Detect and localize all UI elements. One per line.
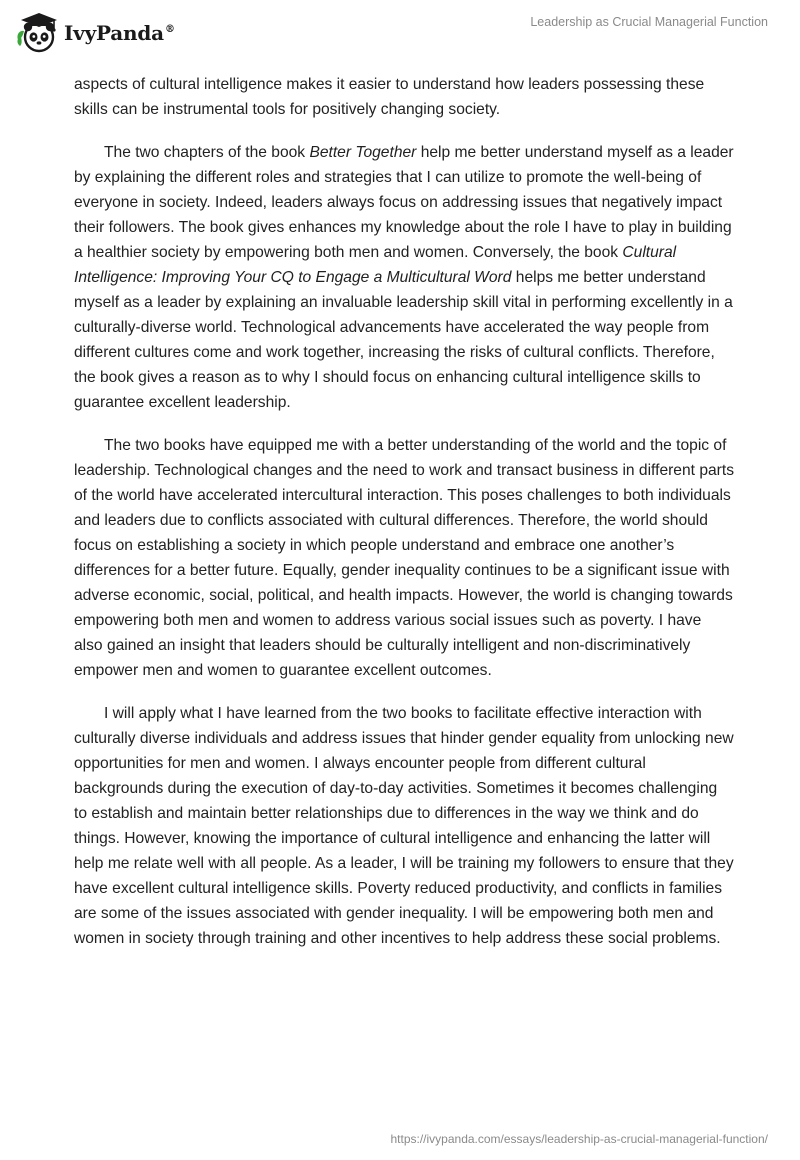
page-header bbox=[0, 0, 800, 70]
paragraph-2 bbox=[74, 140, 734, 415]
registered-mark: ® bbox=[164, 24, 175, 36]
paragraph-1: aspects of cultural intelligence makes it easier to understand how leaders possessing these skills can be instrumental tools for positively changing society. bbox=[74, 76, 705, 118]
panda-graduation-cap-icon bbox=[14, 10, 60, 56]
source-url[interactable]: https://ivypanda.com/essays/leadership-as-crucial-managerial-function/ bbox=[390, 1132, 768, 1146]
paragraph-4: I will apply what I have learned from the two books to facilitate effective interaction with culturally diverse individuals and address issues that hinder gender equality from unlocking new opportunities for men and women. I always encounter people from different cultural backgrounds during the execution of day-to-day activities. Sometimes it becomes challenging to establish and maintain better relationships due to differences in the way we think and do things. However, knowing the importance of cultural intelligence and enhancing the latter will help me relate well with all people. As a leader, I will be training my followers to ensure that they have excellent cultural intelligence skills. Poverty reduced productivity, and conflicts in families are some of the issues associated with gender inequality. I will be empowering both men and women in society through training and other incentives to help address these social problems. bbox=[74, 705, 734, 947]
paragraph-2-text-e: helps me better understand myself as a leader by explaining an invaluable leadership skill vital in performing excellently in a culturally-diverse world. Technological advancements have accelerated the way people from different cultures come and work together, increasing the risks of cultural conflicts. Therefore, the book gives a reason as to why I should focus on enhancing cultural intelligence skills to guarantee excellent leadership. bbox=[74, 269, 733, 411]
essay-body bbox=[74, 72, 734, 969]
brand-name: IvyPanda® bbox=[64, 21, 175, 45]
paragraph-2-text-c: help me better understand myself as a leader by explaining the different roles and strategies that I can utilize to promote the well-being of everyone in society. Indeed, leaders always focus on addressing issues that negatively impact their followers. The book gives enhances my knowledge about the role I have to play in building a healthier society by empowering both men and women. Conversely, the book bbox=[74, 144, 734, 261]
ivypanda-logo[interactable] bbox=[14, 10, 175, 56]
paragraph-2-text-a: The two chapters of the book bbox=[104, 144, 310, 161]
book-title-cultural-intelligence: Cultural Intelligence: Improving Your CQ to Engage a Multicultural Word bbox=[74, 244, 677, 286]
book-title-better-together: Better Together bbox=[309, 144, 417, 161]
document-title: Leadership as Crucial Managerial Function bbox=[530, 15, 768, 29]
paragraph-3: The two books have equipped me with a better understanding of the world and the topic of leadership. Technological changes and the need to work and transact business in different parts of the world have accelerated intercultural interaction. This poses challenges to both individuals and leaders due to conflicts associated with cultural differences. Therefore, the world should focus on establishing a society in which people understand and embrace one another’s differences for a better future. Equally, gender inequality continues to be a significant issue with adverse economic, social, political, and health impacts. However, the world is changing towards empowering both men and women to address various social issues such as poverty. I have also gained an insight that leaders should be culturally intelligent and non-discriminatively empower men and women to guarantee excellent outcomes. bbox=[74, 437, 734, 679]
